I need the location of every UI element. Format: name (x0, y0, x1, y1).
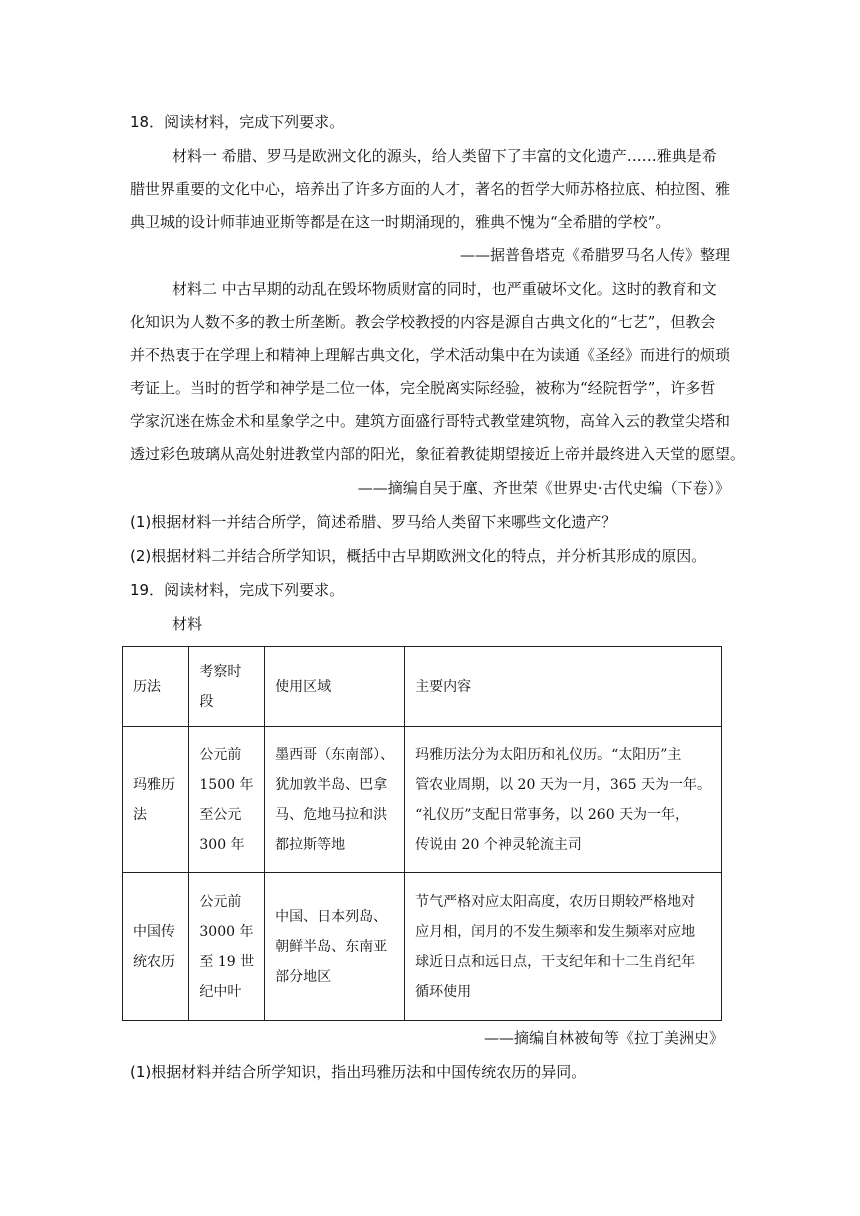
material-2-line: 透过彩色玻璃从高处射进教堂内部的阳光，象征着教徒期望接近上帝并最终进入天堂的愿望。 (130, 445, 746, 463)
material-1-line: 材料一 希腊、罗马是欧洲文化的源头，给人类留下了丰富的文化遗产……雅典是希 (172, 147, 717, 165)
cell-region: 中国、日本列岛、 朝鲜半岛、东南亚 部分地区 (265, 873, 405, 1021)
cell-period: 公元前 1500 年 至公元 300 年 (189, 727, 265, 873)
calendar-comparison-table (122, 646, 722, 1021)
question-18-sub-1: (1)根据材料一并结合所学，简述希腊、罗马给人类留下来哪些文化遗产？ (130, 513, 617, 531)
material-2-line: 学家沉迷在炼金术和星象学之中。建筑方面盛行哥特式教堂建筑物，高耸入云的教堂尖塔和 (130, 412, 731, 430)
material-2-line: 考证上。当时的哲学和神学是二位一体，完全脱离实际经验，被称为“经院哲学”，许多哲 (130, 379, 716, 397)
cell-calendar: 中国传 统农历 (123, 873, 189, 1021)
header-calendar: 历法 (123, 647, 189, 727)
table-header-row (123, 647, 722, 727)
question-19-title: 19．阅读材料，完成下列要求。 (130, 581, 345, 599)
question-18-sub-2: (2)根据材料二并结合所学知识，概括中古早期欧洲文化的特点，并分析其形成的原因。 (130, 547, 707, 565)
material-2-source: ——摘编自吴于廑、齐世荣《世界史·古代史编（下卷）》 (357, 479, 730, 497)
cell-region: 墨西哥（东南部）、 犹加敦半岛、巴拿 马、危地马拉和洪 都拉斯等地 (265, 727, 405, 873)
header-content: 主要内容 (405, 647, 722, 727)
table-source: ——摘编自林被甸等《拉丁美洲史》 (483, 1029, 724, 1047)
material-2-line: 并不热衷于在学理上和精神上理解古典文化，学术活动集中在为读通《圣经》而进行的烦琐 (130, 346, 731, 364)
cell-content: 玛雅历法分为太阳历和礼仪历。“太阳历”主 管农业周期，以 20 天为一月，365 天为一年。 “礼仪历”支配日常事务，以 260 天为一年， 传说由 20 个神灵轮流主司 (405, 727, 722, 873)
material-2-line: 化知识为人数不多的教士所垄断。教会学校教授的内容是源自古典文化的“七艺”，但教会 (130, 313, 716, 331)
material-label: 材料 (172, 615, 203, 633)
material-1-line: 典卫城的设计师菲迪亚斯等都是在这一时期涌现的，雅典不愧为“全希腊的学校”。 (130, 213, 671, 231)
cell-period: 公元前 3000 年 至 19 世 纪中叶 (189, 873, 265, 1021)
question-18-title: 18．阅读材料，完成下列要求。 (130, 113, 345, 131)
header-period: 考察时 段 (189, 647, 265, 727)
cell-content: 节气严格对应太阳高度，农历日期较严格地对 应月相，闰月的不发生频率和发生频率对应地 球近日点和远日点，干支纪年和十二生肖纪年 循环使用 (405, 873, 722, 1021)
header-region: 使用区域 (265, 647, 405, 727)
material-1-line: 腊世界重要的文化中心，培养出了许多方面的人才，著名的哲学大师苏格拉底、柏拉图、雅 (130, 180, 731, 198)
question-19-sub-1: (1)根据材料并结合所学知识，指出玛雅历法和中国传统农历的异同。 (130, 1063, 587, 1081)
cell-calendar: 玛雅历 法 (123, 727, 189, 873)
material-2-line: 材料二 中古早期的动乱在毁坏物质财富的同时，也严重破坏文化。这时的教育和文 (172, 280, 717, 298)
material-1-source: ——据普鲁塔克《希腊罗马名人传》整理 (459, 246, 730, 264)
table-row (123, 873, 722, 1021)
table-row (123, 727, 722, 873)
